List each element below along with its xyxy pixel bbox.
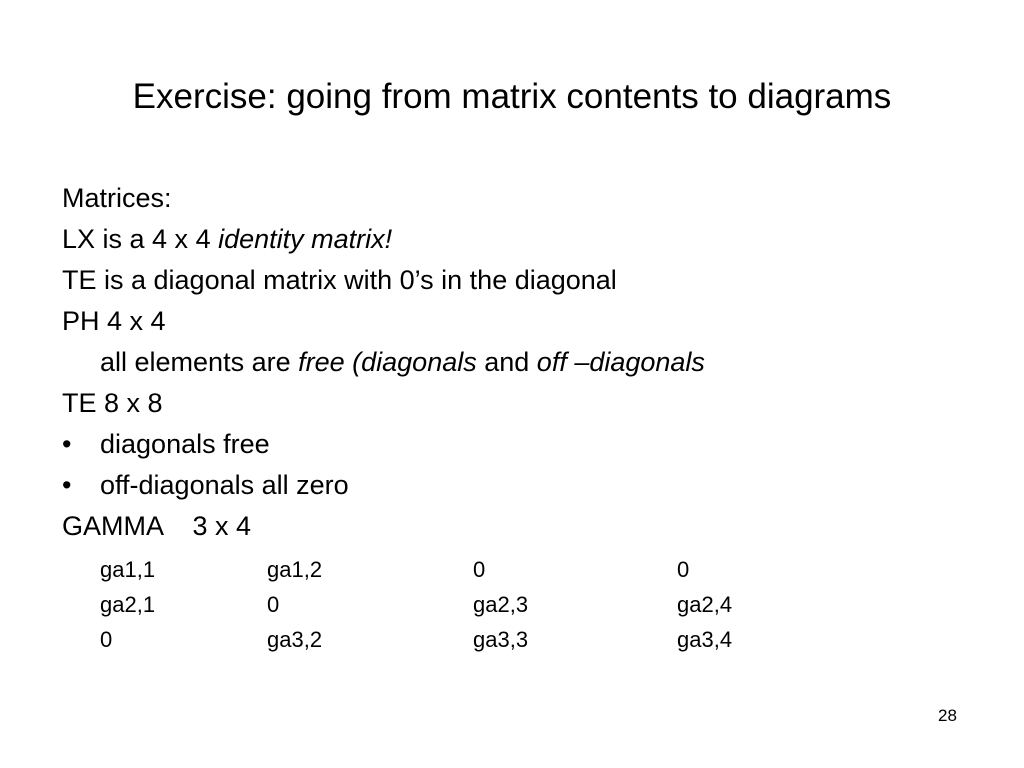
lx-emphasis: identity matrix! — [218, 224, 393, 254]
matrix-cell: ga1,2 — [267, 557, 323, 582]
matrix-cell: ga3,4 — [677, 627, 733, 652]
ph-detail-and: and — [476, 347, 537, 377]
bullet-item — [62, 424, 705, 465]
matrix-cell: ga2,4 — [677, 592, 733, 617]
ph-detail — [62, 342, 705, 383]
matrix-cell: ga2,1 — [100, 592, 156, 617]
bullet-text: diagonals free — [100, 429, 270, 459]
ph-detail-lead: all elements are — [100, 347, 299, 377]
lx-line — [62, 219, 705, 260]
matrix-cell: ga3,3 — [473, 627, 529, 652]
lx-text: LX is a 4 x 4 — [62, 224, 219, 254]
ph-heading: PH 4 x 4 — [62, 306, 166, 336]
te-line: TE is a diagonal matrix with 0’s in the diagonal — [62, 265, 617, 295]
ph-detail-off: off –diagonals — [536, 347, 705, 377]
bullet-marker: • — [62, 429, 72, 459]
bullet-marker: • — [62, 470, 72, 500]
matrix-cell: 0 — [677, 557, 690, 582]
bullet-item — [62, 465, 705, 506]
matrix-cell: 0 — [100, 627, 113, 652]
matrix-cell: ga2,3 — [473, 592, 529, 617]
matrices-heading: Matrices: — [62, 183, 172, 213]
slide-title: Exercise: going from matrix contents to diagrams — [132, 77, 892, 116]
page-number: 28 — [938, 706, 957, 725]
matrix-cell: 0 — [267, 592, 280, 617]
ph-detail-free: free (diagonals — [298, 347, 477, 377]
matrix-cell: ga3,2 — [267, 627, 323, 652]
slide-body — [62, 178, 705, 547]
bullet-text: off-diagonals all zero — [100, 470, 349, 500]
matrix-cell: 0 — [473, 557, 486, 582]
te2-heading: TE 8 x 8 — [62, 388, 163, 418]
matrix-cell: ga1,1 — [100, 557, 156, 582]
gamma-heading: GAMMA 3 x 4 — [62, 511, 252, 541]
